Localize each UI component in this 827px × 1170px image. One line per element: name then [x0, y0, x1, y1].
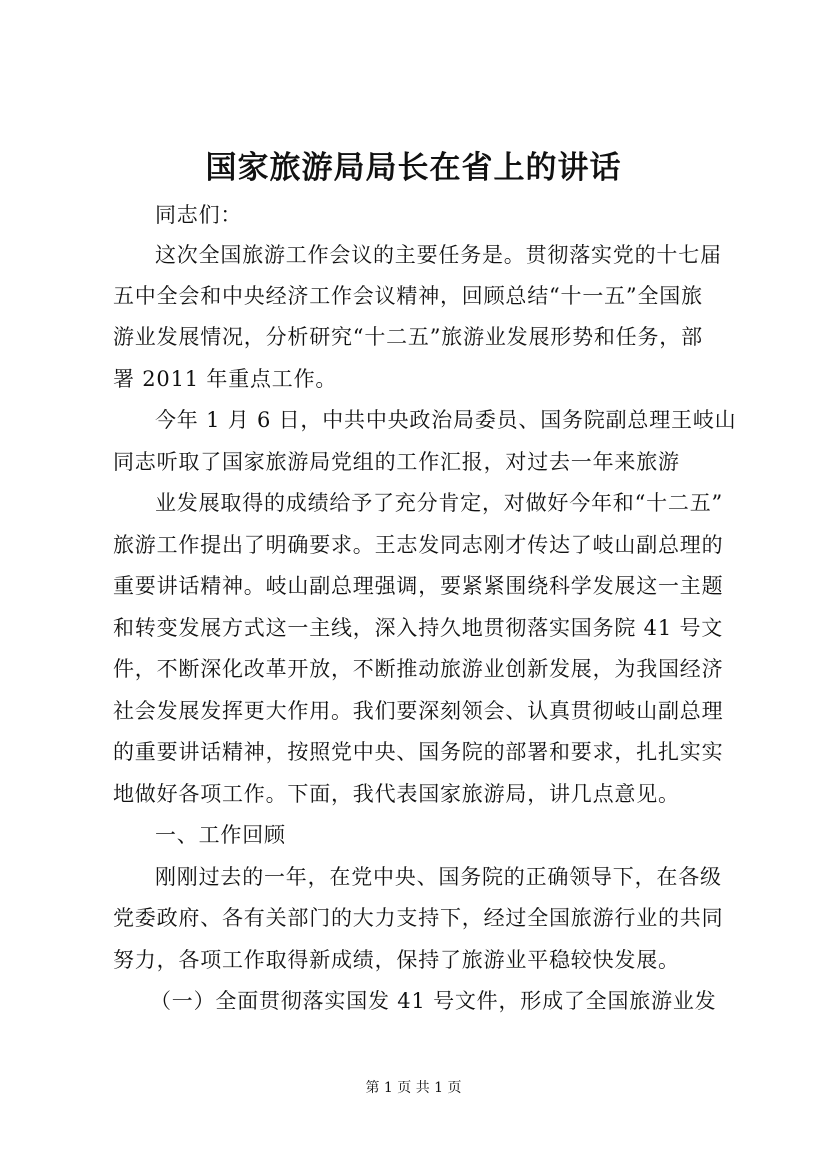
document-title: 国家旅游局局长在省上的讲话 — [205, 150, 622, 186]
body-line: 刚刚过去的一年，在党中央、国务院的正确领导下，在各级 — [155, 865, 722, 889]
body-line: 旅游工作提出了明确要求。王志发同志刚才传达了岐山副总理的 — [113, 533, 724, 557]
salutation-line: 同志们： — [155, 203, 243, 227]
body-line: 这次全国旅游工作会议的主要任务是。贯彻落实党的十七届 — [155, 243, 722, 267]
body-line: 地做好各项工作。下面，我代表国家旅游局，讲几点意见。 — [113, 782, 680, 806]
body-line: 和转变发展方式这一主线，深入持久地贯彻落实国务院 41 号文 — [113, 616, 724, 640]
body-line: 业发展取得的成绩给予了充分肯定，对做好今年和“十二五” — [155, 491, 724, 515]
body-line: 重要讲话精神。岐山副总理强调，要紧紧围绕科学发展这一主题 — [113, 574, 724, 598]
body-line: 今年 1 月 6 日，中共中央政治局委员、国务院副总理王岐山 — [155, 408, 737, 432]
body-line: 的重要讲话精神，按照党中央、国务院的部署和要求，扎扎实实 — [113, 740, 724, 764]
section-heading: 一、工作回顾 — [155, 823, 286, 847]
body-line: 五中全会和中央经济工作会议精神，回顾总结“十一五”全国旅 — [113, 284, 703, 308]
body-line: 同志听取了国家旅游局党组的工作汇报，对过去一年来旅游 — [113, 450, 680, 474]
body-line: 党委政府、各有关部门的大力支持下，经过全国旅游行业的共同 — [113, 906, 724, 930]
subsection-heading: （一）全面贯彻落实国发 41 号文件，形成了全国旅游业发 — [150, 989, 717, 1013]
body-line: 努力，各项工作取得新成绩，保持了旅游业平稳较快发展。 — [113, 948, 680, 972]
body-line: 件，不断深化改革开放，不断推动旅游业创新发展，为我国经济 — [113, 657, 724, 681]
body-line: 署 2011 年重点工作。 — [113, 367, 338, 391]
body-line: 社会发展发挥更大作用。我们要深刻领会、认真贯彻岐山副总理 — [113, 699, 724, 723]
page-footer: 第 1 页 共 1 页 — [365, 1080, 462, 1096]
body-line: 游业发展情况，分析研究“十二五”旅游业发展形势和任务，部 — [113, 325, 703, 349]
